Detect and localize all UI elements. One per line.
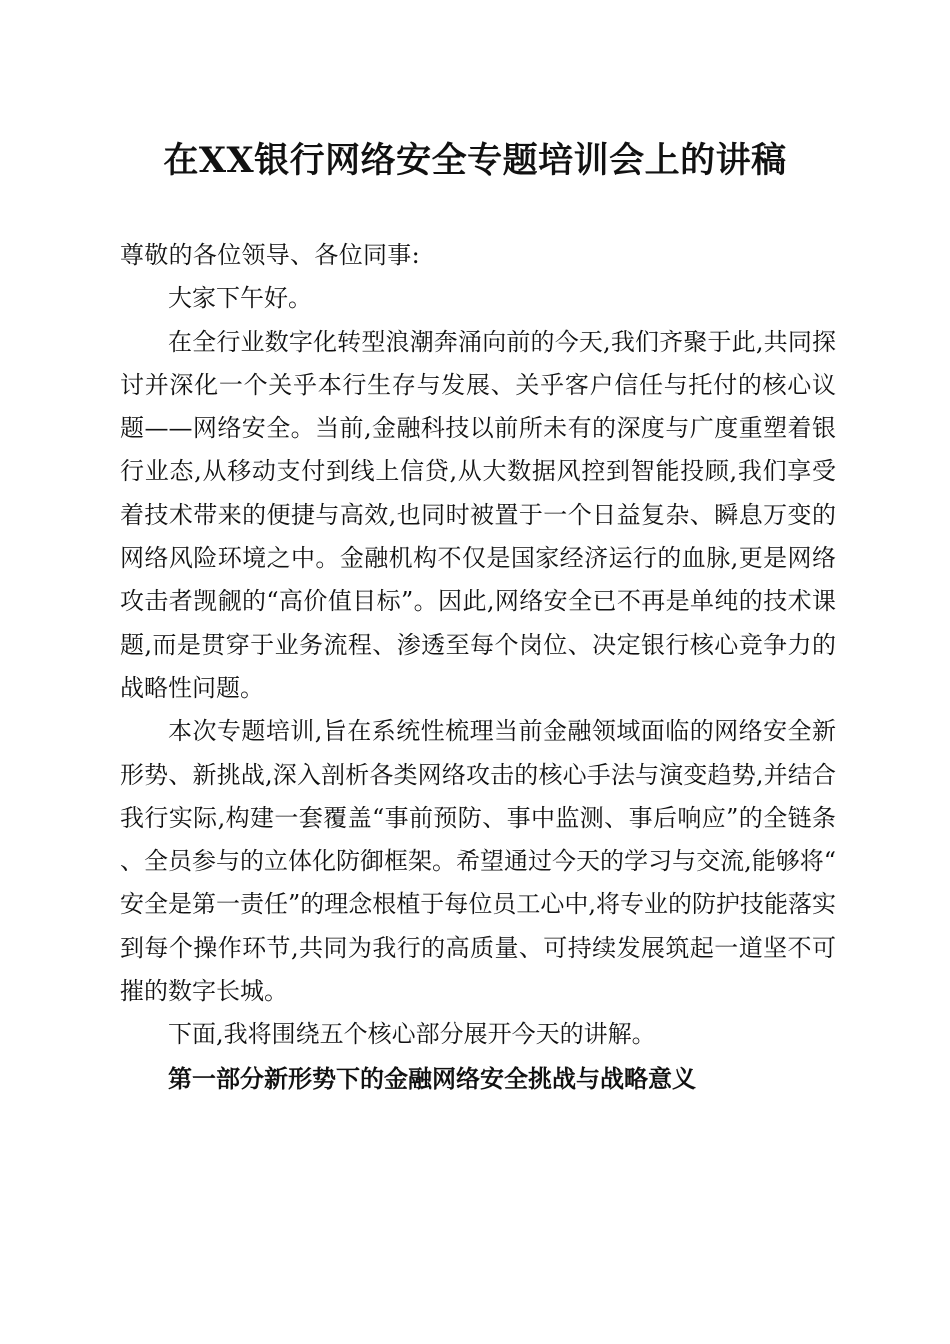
document-title: 在XX银行网络安全专题培训会上的讲稿 [163,140,787,181]
paragraph-introduction: 在全行业数字化转型浪潮奔涌向前的今天,我们齐聚于此,共同探讨并深化一个关乎本行生存与发展、关乎客户信任与托付的核心议题——网络安全。当前,金融科技以前所未有的深度与广度重塑着银行业态,从移动支付到线上信贷,从大数据风控到智能投顾,我们享受着技术带来的便捷与高效,也同时被置于一个日益复杂、瞬息万变的网络风险环境之中。金融机构不仅是国家经济运行的血脉,更是网络攻击者觊觎的“高价值目标”。因此,网络安全已不再是单纯的技术课题,而是贯穿于业务流程、渗透至每个岗位、决定银行核心竞争力的战略性问题。 [120,327,836,702]
paragraph-greeting: 大家下午好。 [168,284,312,313]
document-body [120,234,836,1100]
paragraph-outline: 下面,我将围绕五个核心部分展开今天的讲解。 [168,1020,656,1049]
section-heading: 第一部分新形势下的金融网络安全挑战与战略意义 [168,1063,696,1093]
salutation: 尊敬的各位领导、各位同事: [120,241,420,269]
paragraph-training-purpose: 本次专题培训,旨在系统性梳理当前金融领域面临的网络安全新形势、新挑战,深入剖析各类网络攻击的核心手法与演变趋势,并结合我行实际,构建一套覆盖“事前预防、事中监测、事后响应”的全链条、全员参与的立体化防御框架。希望通过今天的学习与交流,能够将“安全是第一责任”的理念根植于每位员工心中,将专业的防护技能落实到每个操作环节,共同为我行的高质量、可持续发展筑起一道坚不可摧的数字长城。 [120,717,836,1006]
